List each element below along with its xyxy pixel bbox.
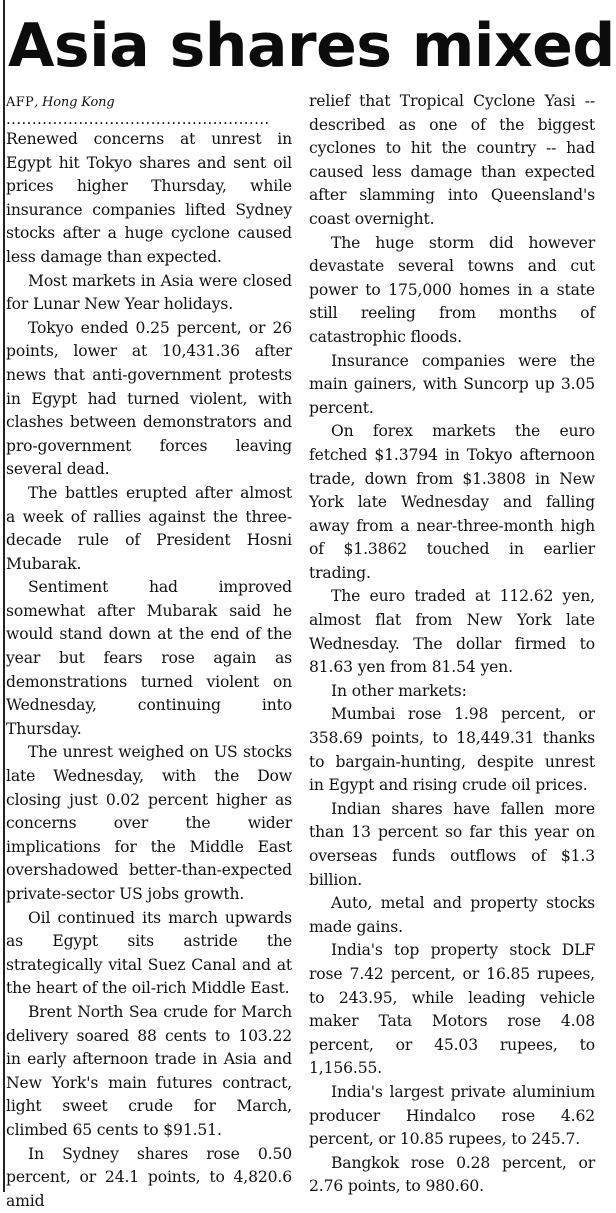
right-column	[309, 90, 595, 1199]
paragraph: In other markets:	[331, 681, 467, 700]
byline: AFP, Hong Kong	[6, 95, 115, 110]
paragraph: Brent North Sea crude for March delivery soared 88 cents to 103.22 in early afternoon trade in Asia and New York's main futures contract, light sweet crude for March, climbed 65 cents to $91.51.	[6, 1002, 292, 1139]
left-column	[6, 92, 292, 1213]
paragraph: Oil continued its march upwards as Egypt sits astride the strategically vital Suez Canal and at the heart of the oil-rich Middle East.	[6, 908, 292, 998]
paragraph: The huge storm did however devastate several towns and cut power to 175,000 homes in a state still reeling from months of catastrophic floods.	[309, 233, 595, 346]
paragraph: The euro traded at 112.62 yen, almost flat from New York late Wednesday. The dollar firmed to 81.63 yen from 81.54 yen.	[309, 587, 595, 677]
paragraph: The unrest weighed on US stocks late Wednesday, with the Dow closing just 0.02 percent higher as concerns over the wider implications for the Middle East overshadowed better-than-expected private-sector US jobs growth.	[6, 743, 292, 903]
paragraph-continuation: relief that Tropical Cyclone Yasi -- described as one of the biggest cyclones to hit the country -- had caused less damage than expected after slamming into Queensland's coast overnight.	[309, 92, 595, 228]
byline-separator: ...................................................	[6, 114, 270, 128]
paragraph: India's top property stock DLF rose 7.42 percent, or 16.85 rupees, to 243.95, while leading vehicle maker Tata Motors rose 4.08 percent, or 45.03 rupees, to 1,156.55.	[309, 941, 595, 1078]
paragraph: In Sydney shares rose 0.50 percent, or 24.1 points, to 4,820.6 amid	[6, 1144, 292, 1210]
paragraph: Tokyo ended 0.25 percent, or 26 points, lower at 10,431.36 after news that anti-government protests in Egypt had turned violent, with clashes between demonstrators and pro-government forces leaving several dead.	[6, 318, 292, 479]
paragraph: The battles erupted after almost a week of rallies against the three-decade rule of President Hosni Mubarak.	[6, 483, 292, 573]
paragraph: Sentiment had improved somewhat after Mubarak said he would stand down at the end of the year but fears rose again as demonstrations turned violent on Wednesday, continuing into Thursday.	[6, 578, 292, 738]
byline-agency: AFP	[6, 95, 35, 110]
paragraph: Insurance companies were the main gainers, with Suncorp up 3.05 percent.	[309, 351, 595, 417]
column-rule	[3, 0, 5, 1192]
paragraph: Bangkok rose 0.28 percent, or 2.76 points, to 980.60.	[309, 1153, 595, 1196]
paragraph: On forex markets the euro fetched $1.3794 in Tokyo afternoon trade, down from $1.3808 in New York late Wednesday and falling away from a near-three-month high of $1.3862 touched in earlier trading.	[309, 422, 595, 582]
paragraph: Most markets in Asia were closed for Lunar New Year holidays.	[6, 271, 292, 314]
byline-location: Hong Kong	[42, 95, 115, 110]
paragraph: Indian shares have fallen more than 13 percent so far this year on overseas funds outflows of $1.3 billion.	[309, 799, 595, 889]
paragraph: Renewed concerns at unrest in Egypt hit Tokyo shares and sent oil prices higher Thursday, while insurance companies lifted Sydney stocks after a huge cyclone caused less damage than expected.	[6, 130, 292, 266]
headline: Asia shares mixed	[8, 11, 615, 81]
paragraph: India's largest private aluminium producer Hindalco rose 4.62 percent, or 10.85 rupees, to 245.7.	[309, 1082, 595, 1149]
paragraph: Mumbai rose 1.98 percent, or 358.69 points, to 18,449.31 thanks to bargain-hunting, despite unrest in Egypt and rising crude oil prices.	[309, 705, 595, 795]
paragraph: Auto, metal and property stocks made gains.	[309, 894, 595, 936]
